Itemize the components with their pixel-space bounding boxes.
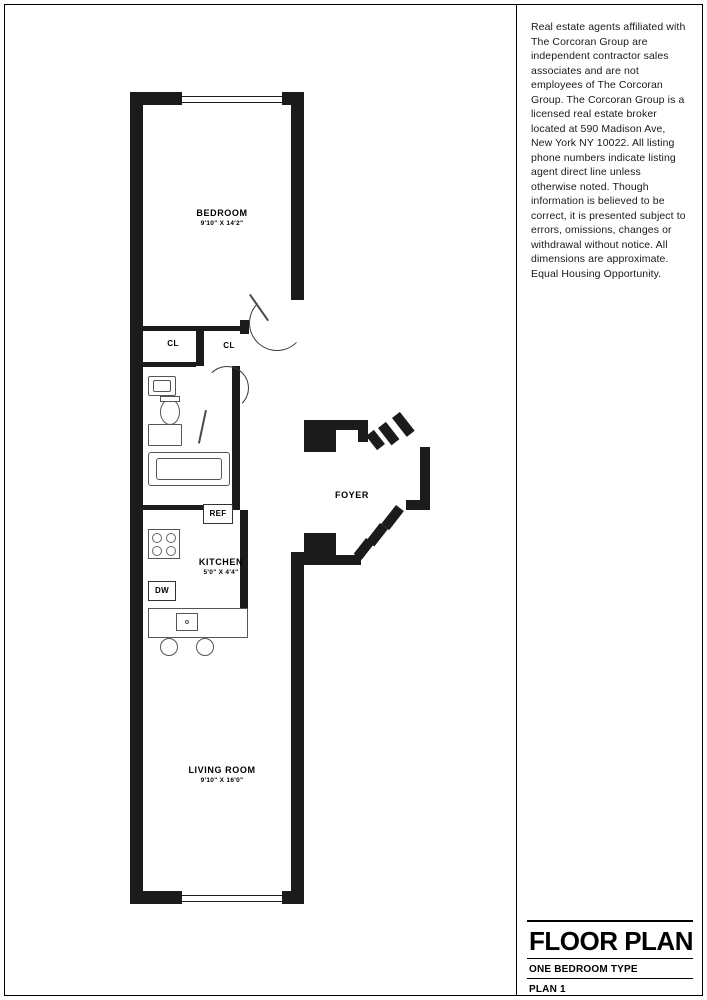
- kitchen-dims: 5'0" X 4'4": [203, 569, 239, 576]
- stool-1: [160, 638, 178, 656]
- dishwasher-label: DW: [155, 586, 169, 595]
- bedroom-dims: 9'10" X 14'2": [200, 220, 244, 227]
- room-label-living-room: [157, 764, 287, 785]
- disclaimer-text: Real estate agents affiliated with The Corcoran Group are independent contractor sales associates and are not employees of The Corcoran Group. The Corcoran Group is a licensed real estate broker located at 590 Madison Ave, New York NY 10022. All listing phone numbers indicate listing agent direct line unless otherwise noted. Though information is believed to be correct, it is presented subject to errors, omissions, changes or withdrawal without notice. All dimensions are approximate. Equal Housing Opportunity.: [531, 21, 686, 280]
- wall-living-bottom-left: [130, 891, 182, 904]
- wall-closet-band-bottom: [143, 362, 196, 367]
- column-divider: [516, 5, 517, 995]
- foyer-name: FOYER: [334, 490, 369, 500]
- living-room-dims: 9'10" X 16'0": [200, 777, 244, 784]
- wall-bedroom-right: [291, 92, 304, 300]
- burner-4: [166, 546, 176, 556]
- room-label-kitchen: [156, 556, 286, 577]
- page-title: FLOOR PLAN: [529, 926, 693, 956]
- wall-foyer-right-cap: [406, 500, 430, 510]
- door-arc-bathroom: [205, 366, 249, 410]
- wall-foyer-diag-lower3: [354, 538, 374, 560]
- window-living-bottom: [182, 895, 282, 902]
- plan-number: PLAN 1: [529, 984, 566, 995]
- living-room-name: LIVING ROOM: [188, 765, 256, 775]
- wall-exterior-left: [130, 92, 143, 904]
- closet-label-2: CL: [223, 341, 235, 350]
- burner-1: [152, 533, 162, 543]
- room-label-foyer: [300, 489, 404, 501]
- wall-living-right: [291, 630, 304, 904]
- wall-living-right-upper: [291, 552, 304, 630]
- wall-living-bottom-right: [282, 891, 304, 904]
- sink-bathroom-basin: [153, 380, 171, 392]
- wall-closet-band-top: [143, 326, 249, 331]
- room-label-bedroom: [157, 207, 287, 228]
- refrigerator-tag: [203, 504, 233, 524]
- burner-2: [166, 533, 176, 543]
- plan-subtitle: ONE BEDROOM TYPE: [529, 964, 638, 975]
- window-bedroom-top: [182, 96, 282, 103]
- closet-label-1: CL: [167, 339, 179, 348]
- dishwasher-tag: [148, 581, 176, 601]
- vanity-counter: [148, 424, 182, 446]
- burner-3: [152, 546, 162, 556]
- bathtub-basin: [156, 458, 222, 480]
- toilet-tank: [160, 396, 180, 402]
- wall-foyer-diag-upper: [358, 420, 368, 442]
- door-leaf-bathroom: [198, 410, 207, 444]
- refrigerator-label: REF: [209, 509, 227, 518]
- title-block: [527, 920, 693, 995]
- wall-bath-right-lower: [232, 424, 240, 510]
- wall-foyer-bottom: [304, 555, 361, 565]
- kitchen-sink-drain: [185, 620, 189, 624]
- wall-closet-divider: [196, 326, 204, 366]
- wall-foyer-entry-column-top: [304, 420, 336, 452]
- kitchen-name: KITCHEN: [198, 557, 244, 567]
- stool-2: [196, 638, 214, 656]
- bedroom-name: BEDROOM: [196, 208, 248, 218]
- kitchen-counter: [148, 608, 248, 638]
- toilet-bathroom: [160, 399, 180, 425]
